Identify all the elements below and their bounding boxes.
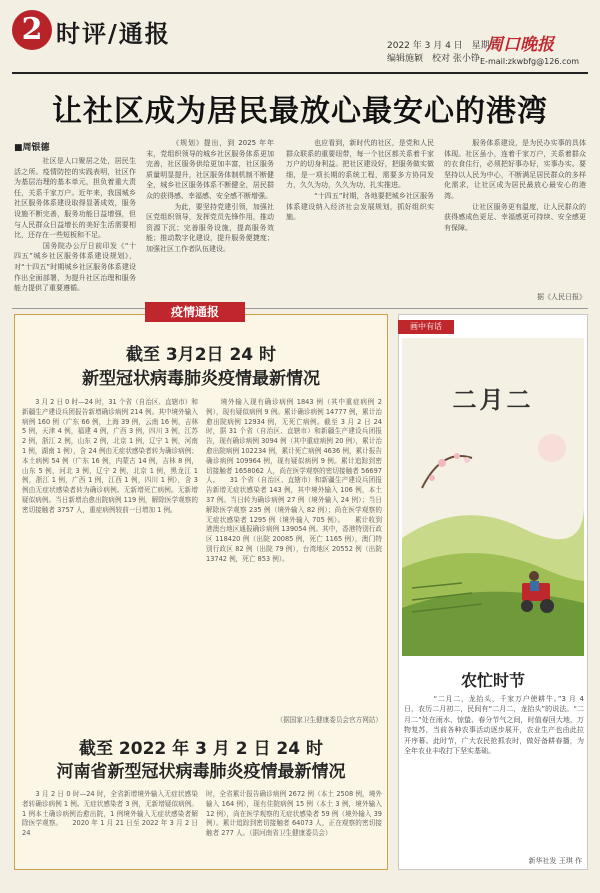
art-caption bbox=[404, 694, 584, 756]
art-title: 农忙时节 bbox=[460, 671, 525, 690]
paragraph: 让社区服务更有温度，让人民群众的获得感成色更足、幸福感更可持续、安全感更有保障。 bbox=[444, 202, 586, 232]
contact-email: E-mail:zkwbfg@126.com bbox=[480, 57, 580, 66]
paragraph: “十四五”时期，各地要把城乡社区服务体系建设纳入经济社会发展规划，抓好组织实施。 bbox=[286, 191, 434, 222]
issue-date: 2022 年 3 月 4 日 星期五 bbox=[387, 41, 499, 51]
top-rule bbox=[12, 72, 588, 74]
paragraph: 《规划》提出，到 2025 年年末，党组织领导的城乡社区服务体系更加完善，社区服务供给更加丰富，社区服务质量明显提升，社区服务体制机制不断健全，城乡社区服务体系不断健全，居民群众的获得感、幸福感、安全感不断增强。 bbox=[146, 139, 274, 200]
art-tag: 画中有话 bbox=[398, 320, 454, 334]
paragraph: 为此，要坚持党建引领，加强社区党组织领导，发挥党员先锋作用，推动资源下沉；完善服务设施，提高服务效能；推动数字化建设，提升服务便捷度；加强社区工作者队伍建设。 bbox=[146, 202, 274, 253]
section-title: 时评/通报 bbox=[56, 19, 171, 48]
paragraph: 社区是人口聚居之处，居民生活之所。疫情防控的实践表明，社区作为基层治理的基本单元，担负着重大责任，关系千家万户。近年来，我国城乡社区服务体系建设取得显著成效，服务设施不断完善，服务功能日益增强，但与人民群众日益增长的美好生活需要相比，还存在一些短板和不足。 bbox=[14, 157, 136, 240]
painting-title: 二月二 bbox=[452, 385, 534, 414]
section-divider bbox=[12, 308, 588, 309]
paragraph: 也应看到，新时代的社区，是党和人民群众联系的重要纽带，每一个社区都关系着千家万户的切身利益。把社区建设好，把服务做实做细，是一项长期的系统工程，需要多方协同发力，久久为功，久久为功，扎实推进。 bbox=[286, 139, 434, 190]
national-report-right-column: 境外输入现有确诊病例 1843 例（其中重症病例 2 例），现有疑似病例 9 例。累计确诊病例 14777 例，累计治愈出院病例 12934 例，无死亡病例。截至 3 月 2 日 24 时，据 31 个省（自治区、直辖市）和新疆生产建设兵团报告，现有确诊病例 3094 例（其中重症病例 20 例），累计治愈出院病例 102234 例，累计死亡病例 4636 例，累计报告确诊病例 109964 例，现有疑似病例 9 例。累计追踪到密切接触者 1658062 人，尚在医学观察的密切接触者 56697 人。 31 个省（自治区、直辖市）和新疆生产建设兵团报告新增无症状感染者 143 例，其中境外输入 106 例，本土 37 例。当日转为确诊病例 27 例（境外输入 24 例）；当日解除医学观察 235 例（境外输入 82 例）；尚在医学观察的无症状感染者 1295 例（境外输入 705 例）。 累计收到港澳台地区通报确诊病例 139054 例。其中，香港特别行政区 118420 例（出院 20085 例，死亡 1165 例），澳门特别行政区 82 例（出院 79 例），台湾地区 20552 例（出院 13742 例，死亡 853 例）。 bbox=[206, 398, 382, 563]
editorial-column-4 bbox=[444, 138, 586, 290]
editorial-column-3 bbox=[286, 138, 434, 302]
editorial-column-2 bbox=[146, 138, 274, 302]
henan-report-left-column: 3 月 2 日 0 时—24 时，全省新增境外输入无症状感染者转确诊病例 1 例。无症状感染者 3 例，无新增疑似病例。1 例本土确诊病例治愈出院，1 例境外输入无症状感染者解除医学观察。 2020 年 1 月 21 日至 2022 年 3 月 2 日 24 bbox=[22, 790, 198, 838]
section-number-badge: 2 bbox=[12, 10, 52, 50]
national-report-left-column: 3 月 2 日 0 时—24 时，31 个省（自治区、直辖市）和新疆生产建设兵团报告新增确诊病例 214 例。其中境外输入病例 160 例（广东 66 例，上海 39 例，云南 16 例，吉林 5 例，天津 4 例，福建 4 例，广西 3 例，四川 3 例，江苏 2 例，浙江 2 例，山东 2 例，北京 1 例，辽宁 1 例，河南 1 例，湖南 1 例），含 24 例由无症状感染者转为确诊病例；本土病例 54 例（广东 16 例，内蒙古 14 例，吉林 8 例，山东 5 例，河北 3 例，辽宁 2 例，北京 1 例，黑龙江 1 例，浙江 1 例，广西 1 例，江西 1 例，四川 1 例），含 3 例由无症状感染者转为确诊病例。无新增死亡病例。无新增疑似病例。当日新增治愈出院病例 119 例，解除医学观察的密切接触者 3757 人，重症病例较前一日增加 1 例。 bbox=[22, 398, 198, 514]
editorial-column-1 bbox=[14, 156, 136, 302]
illustration bbox=[402, 338, 584, 656]
paragraph: 国务院办公厅日前印发《“十四五”城乡社区服务体系建设规划》，对“十四五”时期城乡社区服务体系建设作出全面部署，为提升社区治理和服务能力提供了重要遵循。 bbox=[14, 241, 136, 293]
paragraph: 服务体系建设，是为民办实事的具体体现。社区虽小，连着千家万户，关系着群众的衣食住行，必须把好事办好，实事办实。要坚持以人民为中心，不断满足居民群众的多样化需求，让社区成为居民最放心最安心的港湾。 bbox=[444, 139, 586, 200]
national-report-source: （据国家卫生健康委员会官方网站） bbox=[276, 716, 382, 724]
henan-report-right-column: 时，全省累计报告确诊病例 2672 例（本土 2508 例，境外输入 164 例），现有住院病例 15 例（本土 3 例，境外输入 12 例），尚在医学观察的无症状感染者 59 例（境外输入 39 例）。累计追踪到密切接触者 64073 人，正在观察的密切接触者 277 人。（据河南省卫生健康委员会） bbox=[206, 790, 382, 838]
illustration-art bbox=[402, 338, 584, 656]
art-credit: 新华社发 王琪 作 bbox=[528, 857, 582, 865]
henan-report-title-line2: 河南省新型冠状病毒肺炎疫情最新情况 bbox=[56, 762, 346, 782]
paragraph: “二月二，龙抬头，千家万户使耕牛。”3 月 4 日，农历二月初二，民间有“二月二，龙抬头”的说法。“二月二”处在雨水、惊蛰、春分节气之间，时值春回大地，万物复苏，当前各种农事活动逐步展开，农业生产也由此拉开序幕。此时节，广大农民抢抓农时，做好备耕春播，为全年农业丰收打下坚实基础。 bbox=[404, 695, 584, 756]
byline: ■周银德 bbox=[14, 143, 50, 153]
issue-editor: 编辑施颖 校对 张小铮 bbox=[387, 54, 480, 64]
newspaper-logo: 周口晚报 bbox=[486, 35, 554, 55]
editorial-source: 据《人民日报》 bbox=[537, 293, 586, 301]
page-headline: 让社区成为居民最放心最安心的港湾 bbox=[52, 94, 548, 129]
covid-tag: 疫情通报 bbox=[145, 302, 245, 322]
henan-report-title-line1: 截至 2022 年 3 月 2 日 24 时 bbox=[79, 739, 323, 759]
national-report-title-line2: 新型冠状病毒肺炎疫情最新情况 bbox=[82, 369, 320, 389]
national-report-title-line1: 截至 3月2日 24 时 bbox=[125, 345, 277, 365]
